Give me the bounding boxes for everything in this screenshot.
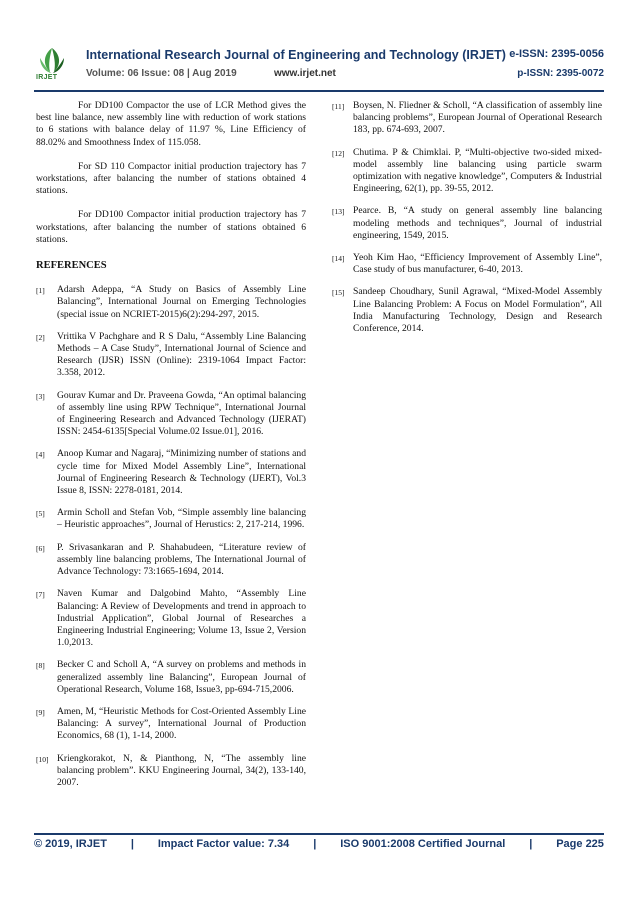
- reference-number: [9]: [36, 707, 45, 717]
- reference-number: [8]: [36, 661, 45, 671]
- footer-separator: |: [130, 838, 134, 850]
- reference-number: [3]: [36, 391, 45, 401]
- reference-item: [36, 284, 306, 321]
- reference-number: [14]: [332, 254, 345, 264]
- reference-item: [332, 286, 602, 335]
- reference-number: [15]: [332, 288, 345, 298]
- reference-number: [6]: [36, 543, 45, 553]
- reference-text: Amen, M, “Heuristic Methods for Cost-Oriented Assembly Line Balancing: A survey”, International Journal of Production Economics, 68 (1), 1-14, 2000.: [57, 705, 306, 742]
- footer-impact-factor: Impact Factor value: 7.34: [157, 838, 290, 850]
- reference-text: P. Srivasankaran and P. Shahabudeen, “Literature review of assembly line balancing problems, The International Journal of Advance Technology: 73:1665-1694, 2014.: [57, 541, 306, 578]
- reference-text: Boysen, N. Fliedner & Scholl, “A classification of assembly line balancing problems”, European Journal of Operational Research 183, pp. 674-693, 2007.: [353, 100, 602, 136]
- reference-item: [36, 659, 306, 696]
- reference-number: [5]: [36, 509, 45, 519]
- volume-issue: Volume: 06 Issue: 08 | Aug 2019: [86, 68, 237, 79]
- reference-item: [36, 542, 306, 579]
- reference-text: Chutima. P & Chimklai. P, “Multi-objective two-sided mixed-model assembly line balancing using particle swarm optimization with negative knowledge”, Computers & Industrial Engineering, 62(1), pp. 39-55, 2012.: [353, 146, 602, 195]
- reference-number: [11]: [332, 102, 345, 111]
- footer-page-number: Page 225: [556, 838, 604, 850]
- header-rule: [34, 90, 604, 92]
- reference-number: [1]: [36, 286, 45, 296]
- body-paragraph: For DD100 Compactor the use of LCR Method gives the best line balance, new assembly line with reduction of work stations to 6 stations with balance delay of 11.97 %, Line Efficiency of 88.02% and Smoothness Index of 115.058.: [36, 100, 306, 148]
- reference-item: [36, 507, 306, 531]
- reference-item: [36, 331, 306, 380]
- reference-number: [10]: [36, 754, 49, 764]
- reference-text: Anoop Kumar and Nagaraj, “Minimizing number of stations and cycle time for Mixed Model Assembly Line”, International Journal of Engineering Research & Technology (IJERT), Vol.3 Issue 8, ISSN: 2278-0181, 2014.: [57, 448, 306, 497]
- left-column: [36, 100, 306, 799]
- reference-text: Yeoh Kim Hao, “Efficiency Improvement of Assembly Line”, Case study of bus manufacturer, 6-40, 2013.: [353, 252, 602, 276]
- reference-item: [36, 390, 306, 439]
- reference-item: [332, 252, 602, 276]
- reference-number: [12]: [332, 148, 345, 158]
- reference-number: [13]: [332, 207, 345, 217]
- reference-number: [7]: [36, 590, 45, 600]
- right-column: [332, 100, 602, 345]
- reference-item: [332, 147, 602, 196]
- reference-text: Becker C and Scholl A, “A survey on problems and methods in generalized assembly line Balancing”, European Journal of Operational Research, Volume 168, Issue3, pp-694-715,2006.: [57, 659, 306, 695]
- reference-text: Sandeep Choudhary, Sunil Agrawal, “Mixed-Model Assembly Line Balancing Problem: A Focus on Model Formulation”, All India Manufacturing Technology, Design and Research Conference, 2014.: [353, 286, 602, 335]
- reference-number: [4]: [36, 450, 45, 460]
- reference-text: Armin Scholl and Stefan Vob, “Simple assembly line balancing – Heuristic approaches”, Journal of Herustics: 2, 217-214, 1996.: [57, 507, 306, 531]
- footer-separator: |: [529, 838, 533, 850]
- journal-title: International Research Journal of Engineering and Technology (IRJET): [86, 48, 506, 62]
- page-header: [34, 42, 604, 88]
- reference-text: Naven Kumar and Dalgobind Mahto, “Assembly Line Balancing: A Review of Developments and trend in approach to Industrial Application”, Global Journal of Researches a Engineering Industrial Engineering; Volume 13, Issue 2, Version 1.0,2013.: [57, 588, 306, 649]
- footer-separator: |: [313, 838, 317, 850]
- irjet-logo: [34, 46, 70, 86]
- body-paragraph: For DD100 Compactor initial production trajectory has 7 workstations, after balancing the number of stations obtained 6 stations.: [36, 209, 306, 245]
- leaf-logo-icon: [34, 46, 70, 76]
- logo-text: IRJET: [36, 74, 58, 81]
- reference-item: [36, 588, 306, 649]
- reference-text: Kriengkorakot, N, & Pianthong, N, “The assembly line balancing problem”. KKU Engineering Journal, 34(2), 133-140, 2007.: [57, 752, 306, 788]
- footer-iso: ISO 9001:2008 Certified Journal: [340, 838, 506, 850]
- reference-item: [36, 448, 306, 497]
- website-link[interactable]: www.irjet.net: [274, 68, 336, 79]
- body-paragraph: For SD 110 Compactor initial production trajectory has 7 workstations, after balancing the number of stations obtained 4 stations.: [36, 160, 306, 197]
- footer-rule: [34, 833, 604, 835]
- footer-copyright: © 2019, IRJET: [34, 838, 107, 850]
- reference-number: [2]: [36, 332, 45, 342]
- page-footer: [34, 838, 604, 850]
- pissn: p-ISSN: 2395-0072: [517, 68, 604, 79]
- reference-item: [36, 706, 306, 743]
- reference-item: [332, 100, 602, 137]
- reference-text: Adarsh Adeppa, “A Study on Basics of Assembly Line Balancing”, International Journal on Emerging Technologies (special issue on NCRIET-2015)6(2):294-297, 2015.: [57, 284, 306, 320]
- reference-text: Vrittika V Pachghare and R S Dalu, “Assembly Line Balancing Methods – A Case Study”, International Journal of Science and Research (IJSR) ISSN (Online): 2319-1064 Impact Factor: 3.358, 2012.: [57, 330, 306, 379]
- eissn: e-ISSN: 2395-0056: [509, 48, 604, 60]
- reference-item: [332, 205, 602, 242]
- reference-item: [36, 753, 306, 790]
- references-heading: REFERENCES: [36, 260, 107, 272]
- reference-text: Gourav Kumar and Dr. Praveena Gowda, “An optimal balancing of assembly line using RPW Technique”, International Journal of Engineering Research and Advanced Technology (IJERAT) ISSN: 2454-6135[Special Volume.02 Issue.01], 2016.: [57, 389, 306, 438]
- reference-text: Pearce. B, “A study on general assembly line balancing modeling methods and techniques”, Journal of industrial engineering, 1549, 2015.: [353, 205, 602, 241]
